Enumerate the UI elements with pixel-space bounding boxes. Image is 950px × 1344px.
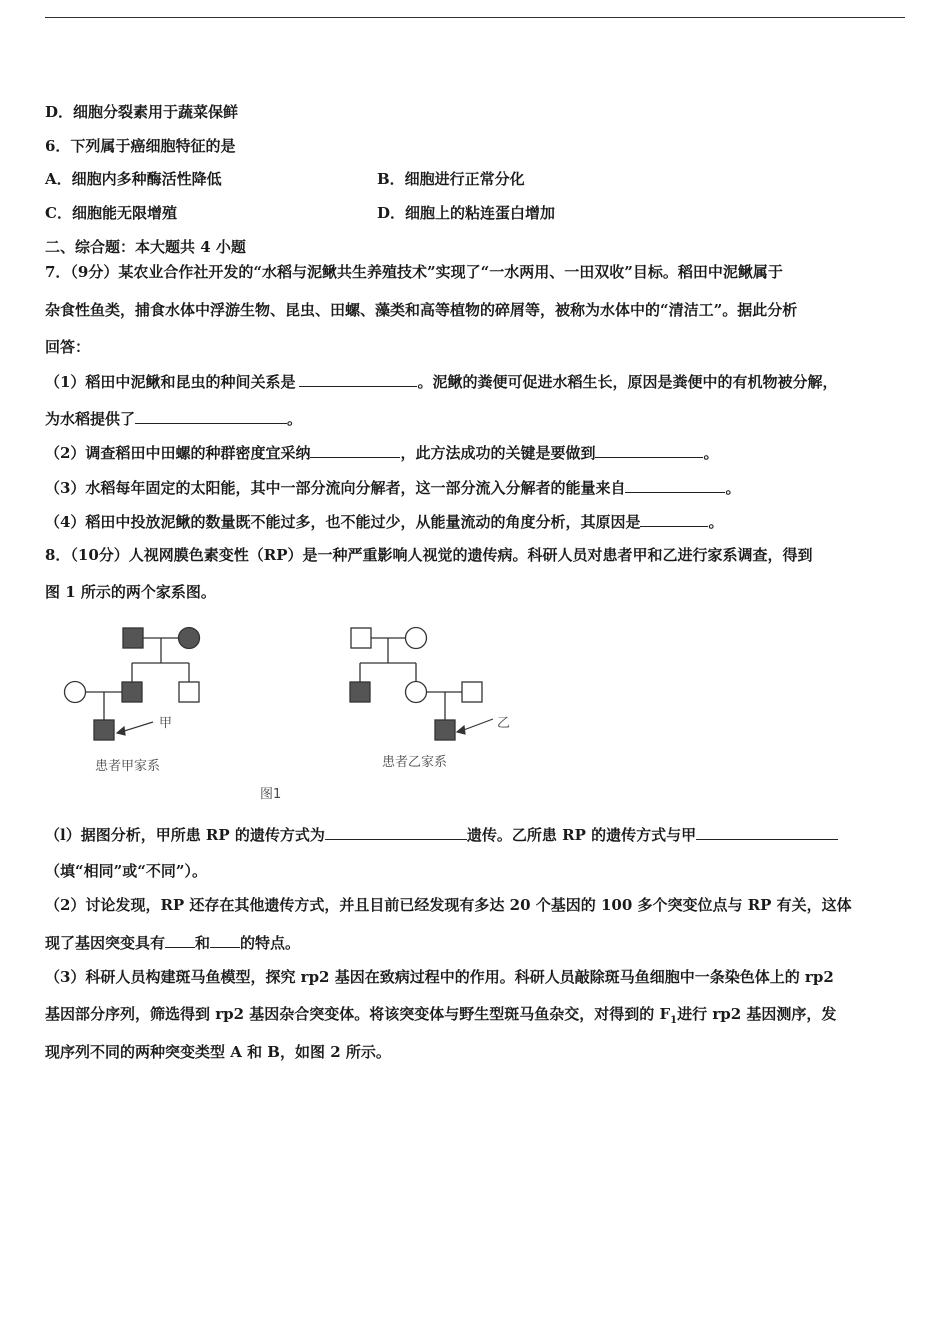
q8-part1-line1: [45, 823, 838, 846]
unaffected-female-symbol: [406, 682, 427, 703]
q8-part3-line2: [45, 1003, 836, 1032]
arrow-label-a: 甲: [159, 716, 173, 731]
q6-option-b: B．细胞进行正常分化: [377, 170, 525, 188]
q8-part3-line3: 现序列不同的两种突变类型 A 和 B，如图 2 所示。: [45, 1043, 391, 1061]
unaffected-female-symbol: [65, 682, 86, 703]
answer-blank[interactable]: [299, 370, 417, 387]
q7-p3-text-a: （3）水稻每年固定的太阳能，其中一部分流向分解者，这一部分流入分解者的能量来自: [45, 479, 626, 497]
caption-family-b: 患者乙家系: [382, 755, 448, 770]
answer-blank[interactable]: [210, 931, 240, 948]
q7-line1: 7．（9分）某农业合作社开发的“水稻与泥鳅共生养殖技术”实现了“一水两用、一田双收”目标。稻田中泥鳅属于: [45, 263, 783, 281]
q7-p1-text-a: （1）稻田中泥鳅和昆虫的种间关系是: [45, 373, 296, 391]
affected-male-symbol: [123, 628, 143, 648]
answer-blank[interactable]: [640, 510, 708, 527]
answer-blank[interactable]: [310, 441, 400, 458]
unaffected-male-symbol: [462, 682, 482, 702]
arrow-label-b: 乙: [497, 716, 511, 731]
q8-p2-text-c: 和: [195, 934, 211, 952]
unaffected-male-symbol: [351, 628, 371, 648]
proband-b-symbol: [435, 720, 455, 740]
affected-male-symbol: [122, 682, 142, 702]
q8-p3-text-b: 基因部分序列，筛选得到 rp2 基因杂合突变体。将该突变体与野生型斑马鱼杂交，对得到的 F: [45, 1005, 671, 1023]
q7-part3: [45, 476, 740, 499]
affected-male-symbol: [350, 682, 370, 702]
caption-family-a: 患者甲家系: [95, 759, 161, 774]
q8-p3-text-c: 进行 rp2 基因测序，发: [677, 1005, 837, 1023]
q7-p4-text-a: （4）稻田中投放泥鳅的数量既不能过多，也不能过少，从能量流动的角度分析，其原因是: [45, 513, 641, 531]
unaffected-male-symbol: [179, 682, 199, 702]
pedigree-figure: [55, 615, 535, 810]
answer-blank[interactable]: [625, 476, 725, 493]
q7-part2: [45, 441, 718, 464]
q7-p2-text-b: ，此方法成功的关键是要做到: [400, 444, 596, 462]
q6-option-c: C．细胞能无限增殖: [45, 204, 177, 222]
q6-stem: 6．下列属于癌细胞特征的是: [45, 137, 236, 155]
answer-blank[interactable]: [135, 407, 287, 424]
q7-p4-text-b: 。: [708, 513, 724, 531]
q7-p1-text-b: 。泥鳅的粪便可促进水稻生长，原因是粪便中的有机物被分解，: [417, 373, 838, 391]
q5-option-d: D．细胞分裂素用于蔬菜保鲜: [45, 103, 239, 121]
q8-part2-line1: （2）讨论发现，RP 还存在其他遗传方式，并且目前已经发现有多达 20 个基因的 100 多个突变位点与 RP 有关，这体: [45, 896, 852, 914]
section2-heading: 二、综合题：本大题共 4 小题: [45, 238, 246, 256]
q7-p2-text-c: 。: [703, 444, 719, 462]
q7-part1-line2: [45, 407, 302, 430]
q7-p2-text-a: （2）调查稻田中田螺的种群密度宜采纳: [45, 444, 311, 462]
q8-p3-subscript: 1: [670, 1015, 678, 1026]
q7-p3-text-b: 。: [725, 479, 741, 497]
q7-part1-line1: [45, 370, 837, 393]
q7-p1-text-d: 。: [287, 410, 303, 428]
q8-p1-text-a: （l）据图分析，甲所患 RP 的遗传方式为: [45, 826, 325, 844]
q8-p2-text-b: 现了基因突变具有: [45, 934, 166, 952]
answer-blank[interactable]: [595, 441, 703, 458]
q7-part4: [45, 510, 723, 533]
q8-p2-text-d: 的特点。: [240, 934, 301, 952]
affected-female-symbol: [179, 628, 200, 649]
q6-option-d: D．细胞上的粘连蛋白增加: [377, 204, 556, 222]
q8-part1-line2: （填“相同”或“不同”）。: [45, 862, 208, 880]
answer-blank[interactable]: [325, 823, 467, 840]
unaffected-female-symbol: [406, 628, 427, 649]
q8-line2: 图 1 所示的两个家系图。: [45, 583, 216, 601]
answer-blank[interactable]: [696, 823, 838, 840]
q6-option-a: A．细胞内多种酶活性降低: [45, 170, 222, 188]
proband-a-symbol: [94, 720, 114, 740]
header-rule: [45, 17, 905, 18]
q8-part2-line2: [45, 931, 300, 954]
q7-line2: 杂食性鱼类，捕食水体中浮游生物、昆虫、田螺、藻类和高等植物的碎屑等，被称为水体中的“清洁工”。据此分析: [45, 301, 798, 319]
q7-p1-text-c: 为水稻提供了: [45, 410, 136, 428]
q8-p1-text-b: 遗传。乙所患 RP 的遗传方式与甲: [466, 826, 697, 844]
q8-part3-line1: （3）科研人员构建斑马鱼模型，探究 rp2 基因在致病过程中的作用。科研人员敲除斑马鱼细胞中一条染色体上的 rp2: [45, 968, 834, 986]
answer-blank[interactable]: [165, 931, 195, 948]
figure-label: 图1: [260, 787, 282, 802]
q7-line3: 回答：: [45, 338, 91, 356]
q8-line1: 8．（10分）人视网膜色素变性（RP）是一种严重影响人视觉的遗传病。科研人员对患者甲和乙进行家系调查，得到: [45, 546, 813, 564]
